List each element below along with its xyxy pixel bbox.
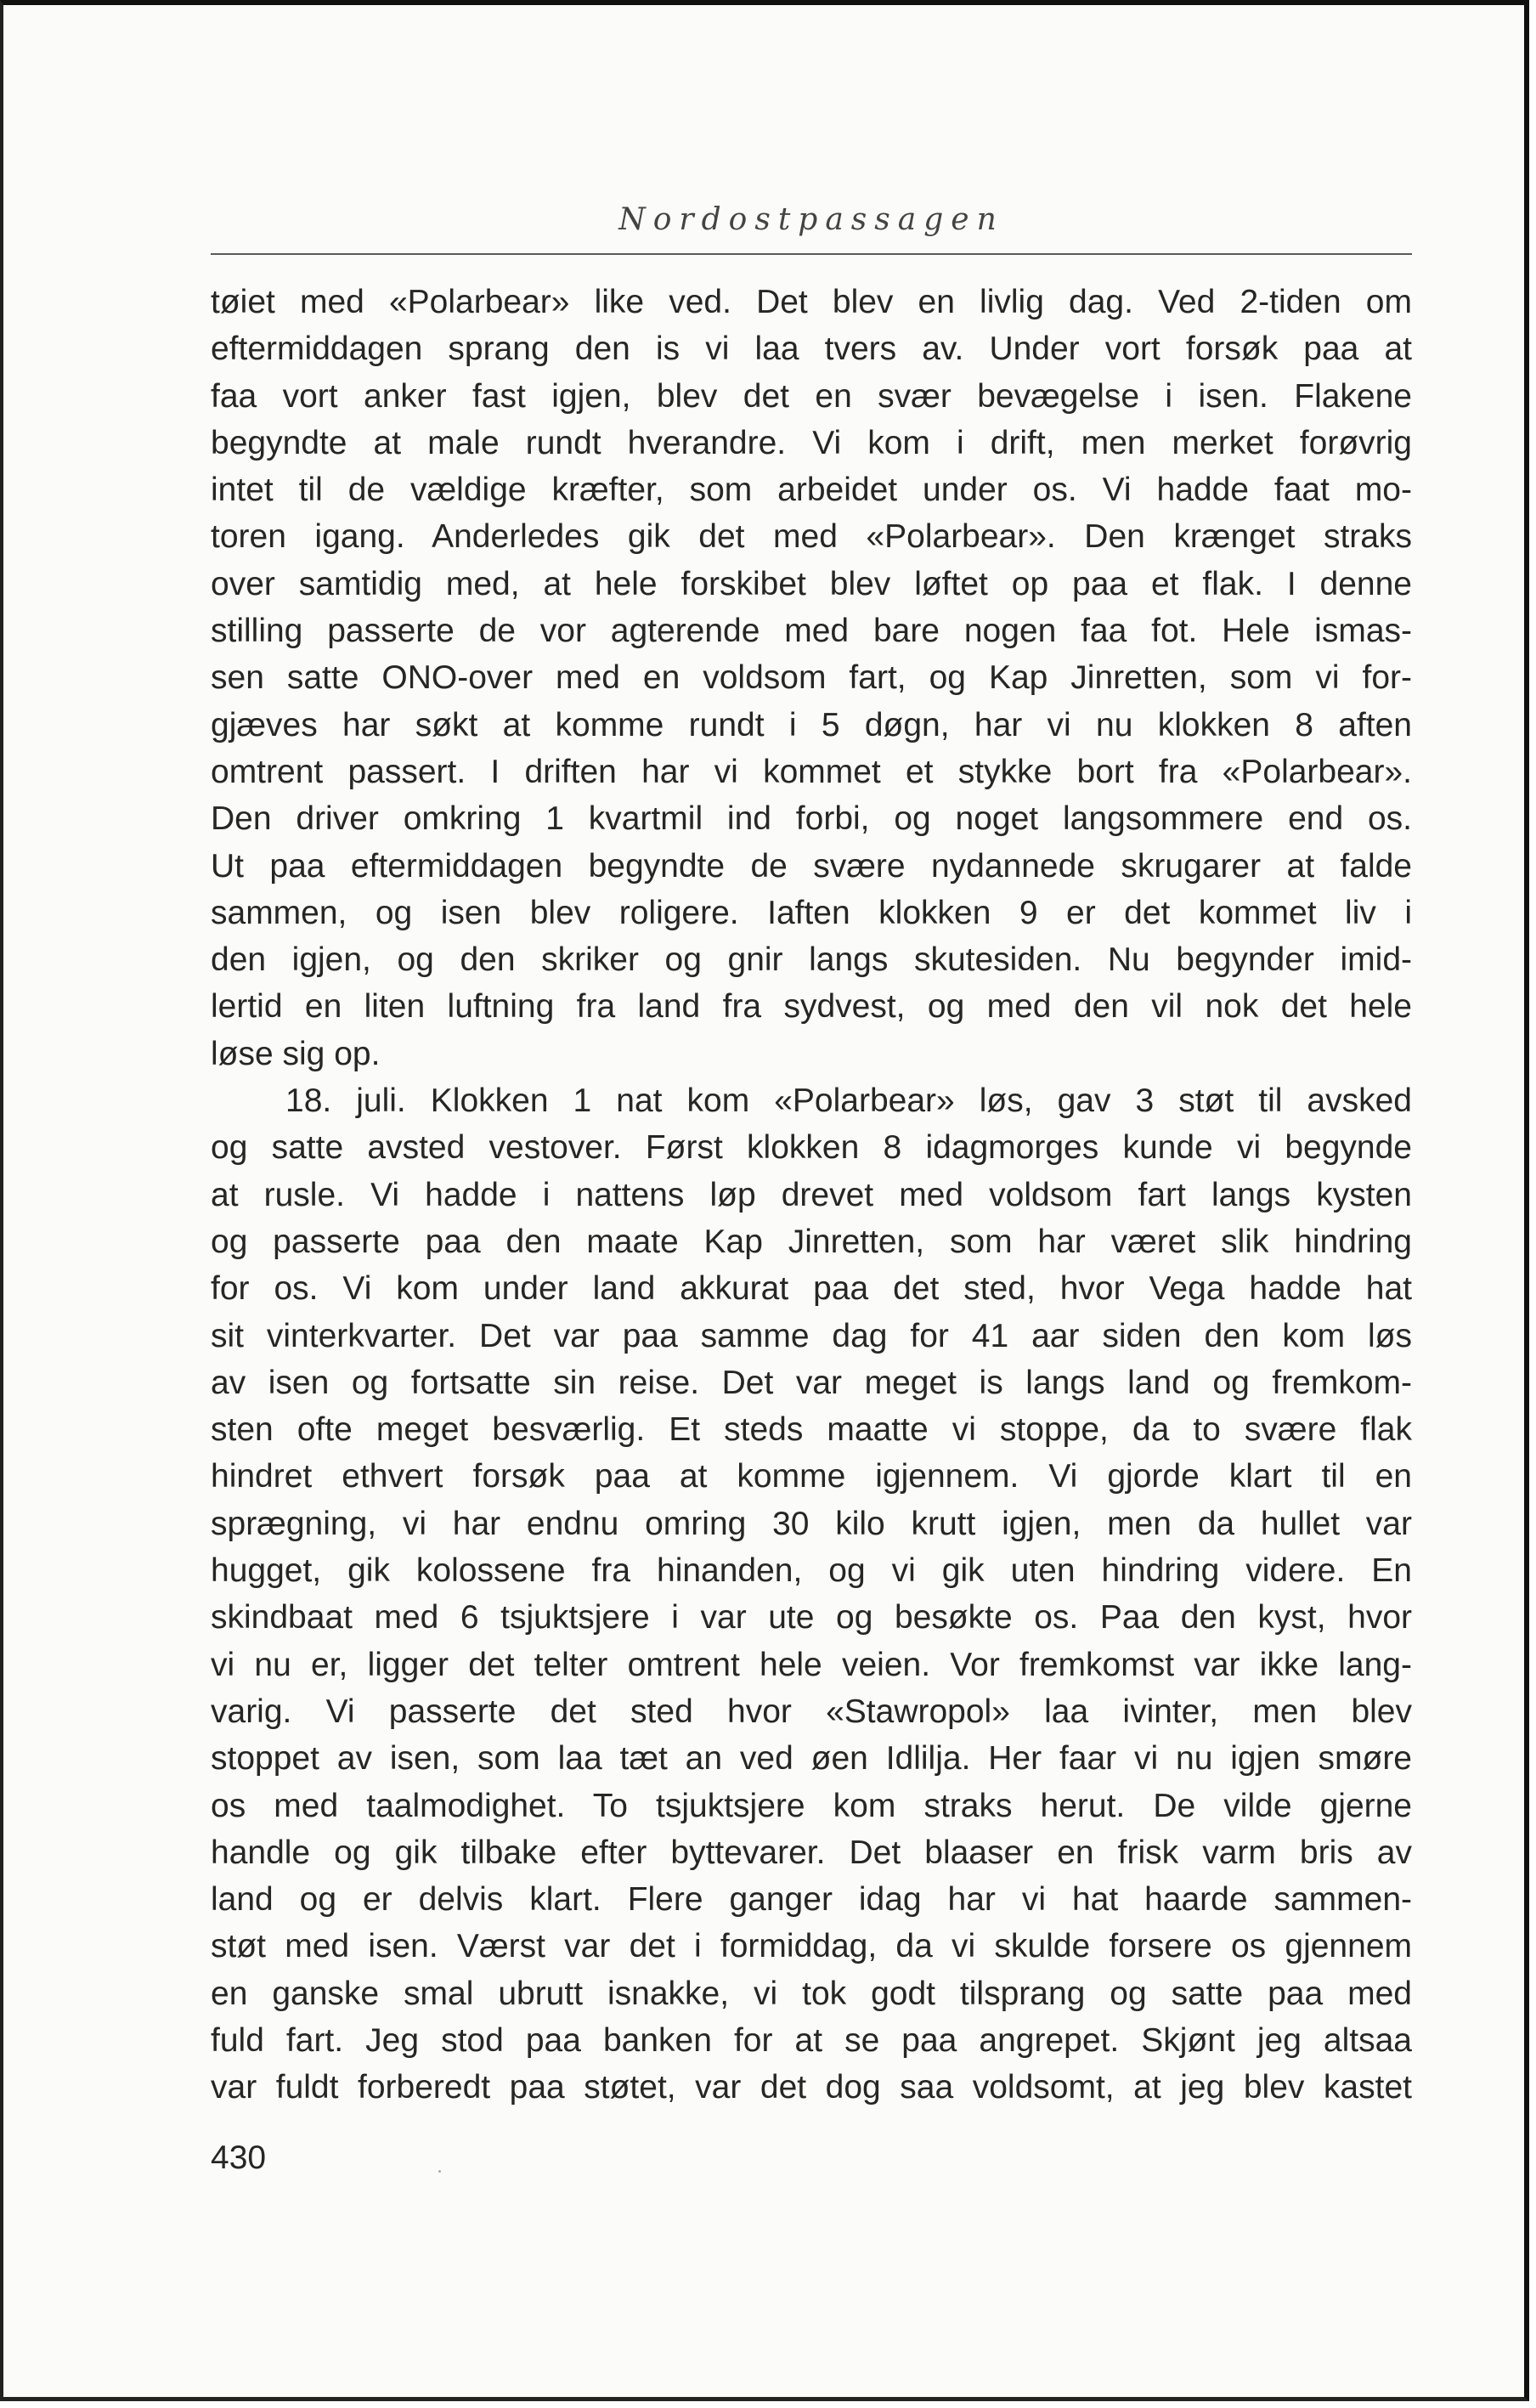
text-line: sen satte ONO-over med en voldsom fart, og Kap Jinretten, som vi for- [211, 659, 1412, 697]
text-line: stoppet av isen, som laa tæt an ved øen Idlilja. Her faar vi nu igjen smøre [211, 1740, 1412, 1778]
text-line: at rusle. Vi hadde i nattens løp drevet med voldsom fart langs kysten [211, 1176, 1412, 1213]
text-line: faa vort anker fast igjen, blev det en svær bevægelse i isen. Flakene [211, 377, 1412, 415]
text-line: for os. Vi kom under land akkurat paa det sted, hvor Vega hadde hat [211, 1270, 1412, 1308]
paragraph-end-line: løse sig op. [211, 1035, 381, 1072]
text-line: sit vinterkvarter. Det var paa samme dag for 41 aar siden den kom løs [211, 1317, 1412, 1354]
text-line: eftermiddagen sprang den is vi laa tvers av. Under vort forsøk paa at [211, 331, 1412, 368]
text-line: sammen, og isen blev roligere. Iaften klokken 9 er det kommet liv i [211, 894, 1412, 931]
text-line: handle og gik tilbake efter byttevarer. Det blaaser en frisk varm bris av [211, 1834, 1412, 1871]
text-line: vi nu er, ligger det telter omtrent hele veien. Vor fremkomst var ikke lang- [211, 1646, 1412, 1683]
text-line: lertid en liten luftning fra land fra sydvest, og med den vil nok det hele [211, 988, 1412, 1026]
text-line: og satte avsted vestover. Først klokken 8 idagmorges kunde vi begynde [211, 1129, 1412, 1167]
text-line: hugget, gik kolossene fra hinanden, og vi gik uten hindring videre. En [211, 1552, 1412, 1590]
text-line: støt med isen. Værst var det i formiddag, da vi skulde forsere os gjennem [211, 1928, 1412, 1965]
text-line: toren igang. Anderledes gik det med «Polarbear». Den krænget straks [211, 518, 1412, 556]
text-line: av isen og fortsatte sin reise. Det var meget is langs land og fremkom- [211, 1364, 1412, 1401]
text-line: den igjen, og den skriker og gnir langs skutesiden. Nu begynder imid- [211, 941, 1412, 979]
text-line: skindbaat med 6 tsjuktsjere i var ute og besøkte os. Paa den kyst, hvor [211, 1599, 1412, 1636]
text-line: os med taalmodighet. To tsjuktsjere kom straks herut. De vilde gjerne [211, 1787, 1412, 1824]
text-line: begyndte at male rundt hverandre. Vi kom i drift, men merket forøvrig [211, 424, 1412, 461]
text-line: Ut paa eftermiddagen begyndte de svære nydannede skrugarer at falde [211, 847, 1412, 885]
paper-speck [438, 2170, 441, 2173]
text-line: gjæves har søkt at komme rundt i 5 døgn, har vi nu klokken 8 aften [211, 706, 1412, 743]
header-rule [211, 253, 1412, 255]
text-line: og passerte paa den maate Kap Jinretten, som har været slik hindring [211, 1223, 1412, 1260]
text-line: sprægning, vi har endnu omring 30 kilo krutt igjen, men da hullet var [211, 1505, 1412, 1542]
body-text [211, 279, 1412, 2111]
paragraph-start-line: 18. juli. Klokken 1 nat kom «Polarbear» løs, gav 3 støt til avsked [285, 1082, 1412, 1120]
text-line: omtrent passert. I driften har vi kommet et stykke bort fra «Polarbear». [211, 753, 1412, 790]
text-line: stilling passerte de vor agterende med bare nogen faa fot. Hele ismas- [211, 613, 1412, 650]
text-line: varig. Vi passerte det sted hvor «Stawropol» laa ivinter, men blev [211, 1693, 1412, 1730]
text-line: var fuldt forberedt paa støtet, var det dog saa voldsomt, at jeg blev kastet [211, 2069, 1412, 2106]
text-line: intet til de vældige kræfter, som arbeidet under os. Vi hadde faat mo- [211, 472, 1412, 509]
text-line: fuld fart. Jeg stod paa banken for at se paa angrepet. Skjønt jeg altsaa [211, 2021, 1412, 2059]
text-line: land og er delvis klart. Flere ganger idag har vi hat haarde sammen- [211, 1881, 1412, 1919]
text-line: sten ofte meget besværlig. Et steds maatte vi stoppe, da to svære flak [211, 1411, 1412, 1449]
text-line: over samtidig med, at hele forskibet blev løftet op paa et flak. I denne [211, 565, 1412, 602]
text-line: hindret ethvert forsøk paa at komme igjennem. Vi gjorde klart til en [211, 1458, 1412, 1495]
running-head: Nordostpassagen [618, 202, 1004, 237]
page-number: 430 [211, 2140, 267, 2176]
text-line: Den driver omkring 1 kvartmil ind forbi, og noget langsommere end os. [211, 800, 1412, 838]
text-line: en ganske smal ubrutt isnakke, vi tok godt tilsprang og satte paa med [211, 1975, 1412, 2012]
text-line: tøiet med «Polarbear» like ved. Det blev en livlig dag. Ved 2-tiden om [211, 284, 1412, 320]
